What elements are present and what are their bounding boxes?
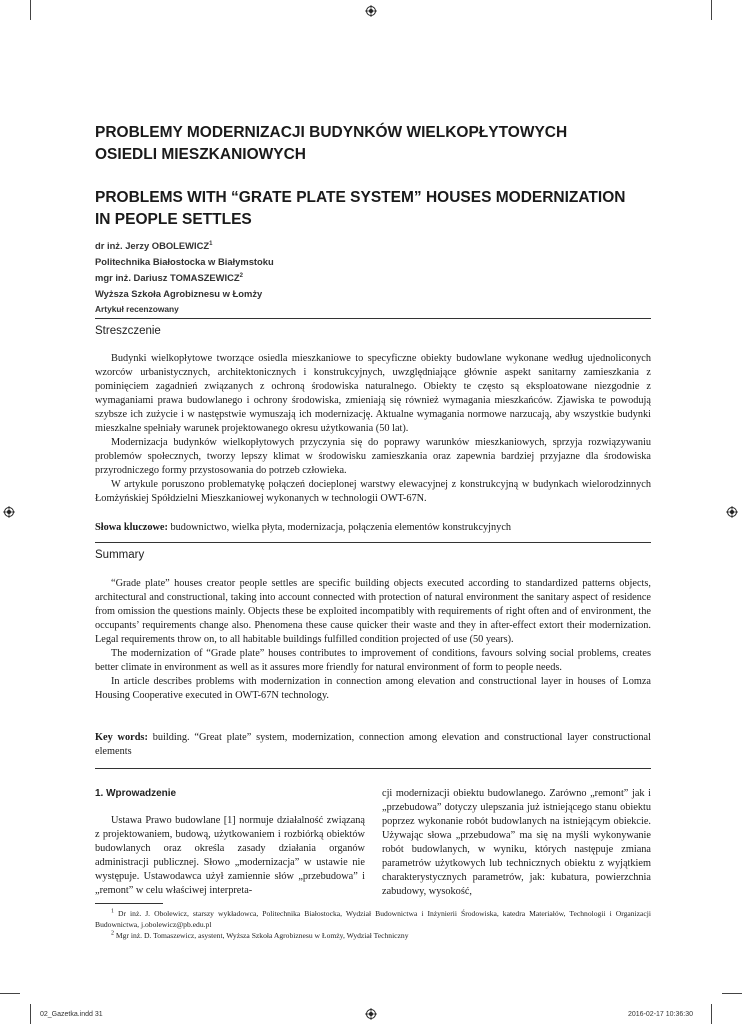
abstract-paragraph: The modernization of “Grade plate” houses contributes to improvement of conditions, favours solving social problems, creates better climate in environment as well as it assures more friendly for natural environment of form to people needs.: [95, 648, 651, 673]
author-1: [95, 238, 212, 254]
registration-mark-icon: [365, 1008, 377, 1020]
keywords-polish: [95, 521, 651, 535]
registration-mark-icon: [3, 506, 15, 518]
section-heading-summary: Summary: [95, 549, 145, 561]
abstract-paragraph: In article describes problems with modernization in connection among elevation and constructional layer in houses of Lomza Housing Cooperative executed in OWT-67N technology.: [95, 676, 651, 701]
abstract-paragraph: W artykule poruszono problematykę połączeń docieplonej warstwy elewacyjnej z konstrukcyjną w budynkach wielorodzinnych Łomżyńskiej Spółdzielni Mieszkaniowej wykonanych w technologii OWT-67N.: [95, 479, 651, 504]
crop-mark: [711, 1004, 712, 1024]
section-heading-streszczenie: Streszczenie: [95, 325, 161, 337]
author-1-name: dr inż. Jerzy OBOLEWICZ: [95, 240, 210, 251]
title-english: [95, 187, 625, 231]
footnote-number: 1: [111, 908, 114, 915]
abstract-paragraph: Modernizacja budynków wielkopłytowych przyczynia się do poprawy warunków mieszkaniowych, sprzyja rozwiązywaniu problemów społecznych, tworzy lepszy klimat w środowisku zamieszkania oraz zapewnia bardziej przyjazne dla środowiska przyrodniczego formy przystosowania do potrzeb człowieka.: [95, 437, 651, 476]
slug-timestamp: 2016-02-17 10:36:30: [628, 1011, 693, 1018]
footnote-1: [95, 908, 651, 930]
divider: [95, 768, 651, 769]
title-english-line: IN PEOPLE SETTLES: [95, 211, 252, 228]
slug-filename: 02_Gazetka.indd 31: [40, 1011, 103, 1018]
title-polish-line: OSIEDLI MIESZKANIOWYCH: [95, 146, 306, 163]
divider: [95, 542, 651, 543]
keywords-label: Słowa kluczowe:: [95, 522, 168, 533]
footnote-text: Mgr inż. D. Tomaszewicz, asystent, Wyższa Szkoła Agrobiznesu w Łomży, Wydział Techniczny: [114, 931, 409, 940]
footnotes: [95, 908, 651, 941]
footnote-number: 2: [111, 930, 114, 937]
abstract-polish: [95, 352, 651, 506]
registration-mark-icon: [726, 506, 738, 518]
keywords-text: budownictwo, wielka płyta, modernizacja, połączenia elementów konstrukcyjnych: [167, 522, 512, 533]
footnote-text: Dr inż. J. Obolewicz, starszy wykładowca, Politechnika Białostocka, Wydział Budownictwa i Inżynierii Środowiska, katedra Materiałów, Technologii i Organizacji Budownictwa, j.obolewicz@pb.edu.pl: [95, 909, 651, 929]
affiliation-2: Wyższa Szkoła Agrobiznesu w Łomży: [95, 288, 263, 299]
affiliation-1: Politechnika Białostocka w Białymstoku: [95, 256, 274, 267]
keywords-text: building. “Great plate” system, modernization, connection among elevation and constructional layer constructional elements: [95, 732, 651, 757]
crop-mark: [0, 993, 20, 994]
author-2: [95, 270, 243, 286]
footnote-ref: 1: [209, 240, 213, 247]
abstract-paragraph: Budynki wielkopłytowe tworzące osiedla mieszkaniowe to specyficzne obiekty budowlane wykonane według ujednoliconych wzorców urbanistycznych, architektonicznych i konstrukcyjnych, uwzględniające głównie aspekt sanitarny zamieszkania z pominięciem zagadnień związanych z ochroną środowiska naturalnego. Obiekty te często są eksploatowane niezgodnie z wymaganiami prawa budowlanego i ochrony środowiska, zmieniają się również wymagania mieszkańców. Zjawiska te powodują szybsze ich zużycie i w następstwie wymuszają ich modernizację. Aktualne wymagania normowe narzucają, aby wszystkie budynki mieszkalne spełniały warunek projektowanego okresu użytkowania (50 lat).: [95, 353, 651, 434]
footnote-divider: [95, 903, 163, 904]
body-column-right: [382, 787, 651, 899]
author-2-name: mgr inż. Dariusz TOMASZEWICZ: [95, 272, 240, 283]
keywords-english: [95, 731, 651, 759]
crop-mark: [30, 1004, 31, 1024]
section-heading-introduction: 1. Wprowadzenie: [95, 788, 177, 799]
title-polish: [95, 122, 567, 166]
review-note: Artykuł recenzowany: [95, 304, 179, 314]
divider: [95, 318, 651, 319]
body-paragraph: cji modernizacji obiektu budowlanego. Zarówno „remont” jak i „przebudowa” dotyczy ulepszania już istniejącego stanu obiektu poprzez wykonanie robót budowlanych na istniejącym obiekcie. Używając słowa „przebudowa” ma się na myśli wykonywanie robót budowlanych, w wyniku, których następuje zmiana parametrów użytkowych lub technicznych obiektu z wyjątkiem charakterystycznych parametrów, jak: kubatura, powierzchnia zabudowy, wysokość,: [382, 788, 651, 897]
crop-mark: [30, 0, 31, 20]
footnote-2: [95, 930, 651, 941]
title-english-line: PROBLEMS WITH “GRATE PLATE SYSTEM” HOUSES MODERNIZATION: [95, 189, 626, 206]
crop-mark: [722, 993, 742, 994]
body-column-left: [95, 814, 365, 898]
keywords-label: Key words:: [95, 732, 148, 743]
registration-mark-icon: [365, 5, 377, 17]
body-paragraph: Ustawa Prawo budowlane [1] normuje działalność związaną z projektowaniem, budową, użytkowaniem i rozbiórką obiektów budowlanych oraz określa zasady działania organów administracji publicznej. Słowo „modernizacja” w ustawie nie występuje. Ustawodawca użył zamiennie słów „przebudowa” i „remont” w celu właściwej interpreta-: [95, 815, 365, 896]
abstract-paragraph: “Grade plate” houses creator people settles are specific building objects executed according to standardized patterns objects, architectural and constructional, taking into account connected with protection of natural environment the sanitary aspect of residence from omission the questions mainly. Objects these be exploited incompatibly with requirements of right often and of environment, the occupants’ requirements change also. Phenomena these cause quicker their waste and they in after-effect extort their modernization. Legal requirements throw on, to all habitable buildings fulfilled condition projected of use (50 years).: [95, 578, 651, 645]
crop-mark: [711, 0, 712, 20]
abstract-english: [95, 577, 651, 703]
title-polish-line: PROBLEMY MODERNIZACJI BUDYNKÓW WIELKOPŁYTOWYCH: [95, 124, 568, 141]
footnote-ref: 2: [239, 272, 243, 279]
